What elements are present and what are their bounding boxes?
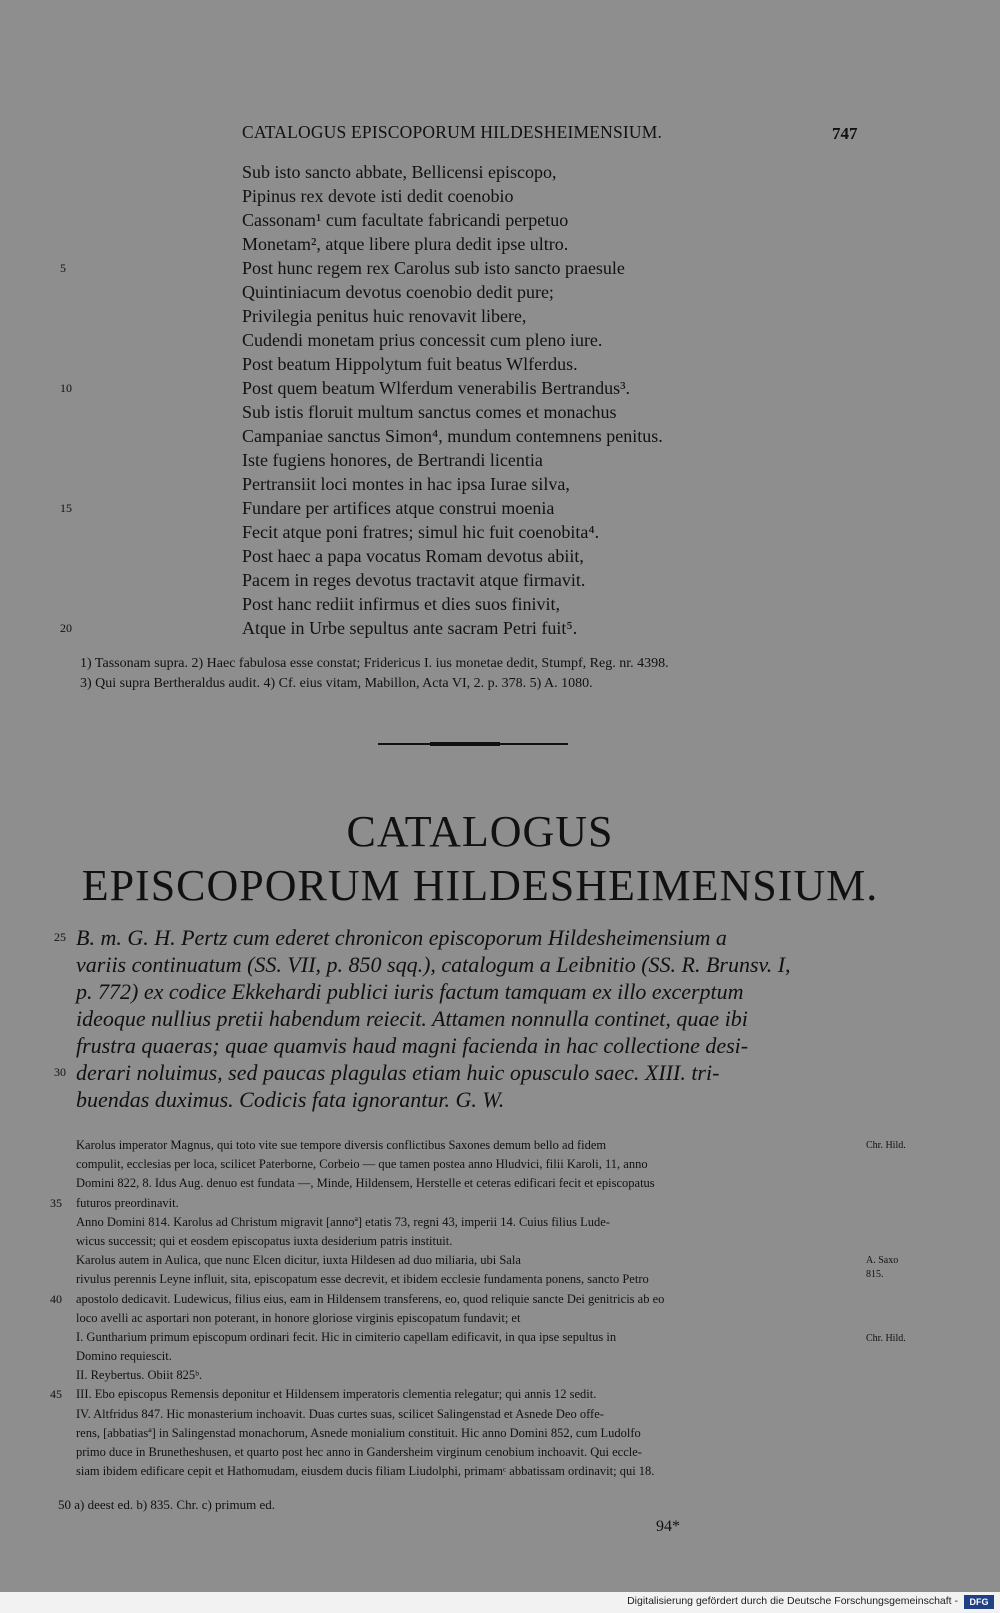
body-text: siam ibidem edificare cepit et Hathomudam, eiusdem ducis filiam Liudolphi, primamᶜ abbatissam ordinavit; qui 18. [76,1464,655,1479]
body-text: wicus successit; qui et eosdem episcopatus iuxta desiderium patris instituit. [76,1233,453,1248]
body-line [76,1347,860,1366]
footnote-line-1: 1) Tassonam supra. 2) Haec fabulosa esse constat; Fridericus I. ius monetae dedit, Stumpf, Reg. nr. 4398. [80,656,669,671]
body-line [50,1290,860,1309]
body-text: IV. Altfridus 847. Hic monasterium inchoavit. Duas curtes suas, scilicet Salingenstad et Asnede Deo offe- [76,1406,604,1421]
intro-text: variis continuatum (SS. VII, p. 850 sqq.), catalogum a Leibnitio (SS. R. Brunsv. I, [76,952,791,977]
verse-line [242,328,862,352]
verse-text: Post haec a papa vocatus Romam devotus abiit, [242,546,584,566]
body-line [76,1309,860,1328]
intro-line [76,978,860,1005]
body-line [76,1424,860,1443]
line-number: 35 [50,1195,62,1210]
body-line [76,1443,860,1462]
verse-line [60,256,862,280]
verse-text: Post beatum Hippolytum fuit beatus Wlferdus. [242,354,578,374]
body-line [76,1366,860,1385]
verse-text: Pacem in reges devotus tractavit atque firmavit. [242,570,586,590]
textual-notes: 50 a) deest ed. b) 835. Chr. c) primum ed. [58,1497,275,1512]
section-divider-ornament [430,742,500,746]
body-text: Karolus autem in Aulica, que nunc Elcen dicitur, iuxta Hildesen ad duo miliaria, ubi Sala [76,1253,521,1268]
verse-line [60,616,862,640]
verse-line [242,184,862,208]
body-text: Karolus imperator Magnus, qui toto vite sue tempore diversis conflictibus Saxones demum bello ad fidem [76,1138,607,1152]
verse-block [60,160,862,640]
verse-text: Cassonam¹ cum facultate fabricandi perpetuo [242,210,569,230]
line-number: 25 [54,930,66,944]
footer-text: Digitalisierung gefördert durch die Deutsche Forschungsgemeinschaft - [627,1595,958,1607]
body-text: Anno Domini 814. Karolus ad Christum migravit [annoª] etatis 73, regni 43, imperii 14. Cuius filius Lude- [76,1214,610,1229]
body-line [76,1232,860,1251]
line-number: 40 [50,1291,62,1306]
body-line [76,1462,860,1481]
section-title-line-1: CATALOGUS [346,807,614,856]
line-number: 15 [60,501,72,515]
verse-line [242,232,862,256]
verse-text: Iste fugiens honores, de Bertrandi licentia [242,450,543,470]
intro-line [54,924,860,951]
verse-text: Pipinus rex devote isti dedit coenobio [242,186,514,206]
line-number: 5 [60,261,66,275]
verse-line [242,448,862,472]
section-title-line-2: EPISCOPORUM HILDESHEIMENSIUM. [81,861,879,910]
verse-line [242,400,862,424]
editorial-introduction [54,924,860,1113]
verse-text: Monetam², atque libere plura dedit ipse ultro. [242,234,569,254]
body-line [76,1213,860,1232]
verse-text: Cudendi monetam prius concessit cum pleno iure. [242,330,603,350]
intro-text: B. m. G. H. Pertz cum ederet chronicon episcoporum Hildesheimensium a [76,925,727,950]
body-line [50,1194,860,1213]
verse-text: Sub istis floruit multum sanctus comes et monachus [242,402,617,422]
catalogue-text [50,1136,860,1481]
digitization-footer [0,1592,1000,1613]
body-text: apostolo dedicavit. Ludewicus, filius eius, eam in Hildensem transferens, eo, quod reliquie sancte Dei genitricis ab eo [76,1291,665,1306]
verse-text: Privilegia penitus huic renovavit libere, [242,306,527,326]
intro-line [76,1086,860,1113]
body-line [50,1385,860,1404]
body-line [76,1136,860,1155]
verse-text: Post hunc regem rex Carolus sub isto sancto praesule [242,258,625,278]
dfg-logo-icon: DFG [964,1595,994,1609]
body-text: rivulus perennis Leyne influit, sita, episcopatum esse decrevit, et ibidem ecclesie fundamenta ponens, sancto Petro [76,1272,649,1287]
intro-line [76,1005,860,1032]
intro-text: p. 772) ex codice Ekkehardi publici iuris factum tamquam ex illo excerptum [76,979,744,1004]
verse-line [242,472,862,496]
verse-line [242,304,862,328]
body-line [76,1174,860,1193]
verse-text: Fundare per artifices atque construi moenia [242,498,555,518]
verse-line [60,496,862,520]
intro-text: frustra quaeras; quae quamvis haud magni facienda in hac collectione desi- [76,1033,749,1058]
verse-line [242,520,862,544]
margin-note-source: A. Saxo [866,1255,899,1266]
line-number: 20 [60,621,72,635]
body-line [76,1251,860,1270]
body-text: compulit, ecclesias per loca, scilicet Paterborne, Corbeio — que tamen postea anno Hludvici, filii Karoli, 11, anno [76,1157,648,1172]
line-number: 45 [50,1387,62,1402]
verse-line [242,592,862,616]
verse-text: Fecit atque poni fratres; simul hic fuit coenobita⁴. [242,522,600,542]
intro-text: ideoque nullius pretii habendum reiecit. Attamen nonnulla continet, quae ibi [76,1006,748,1031]
verse-text: Campaniae sanctus Simon⁴, mundum contemnens penitus. [242,426,663,446]
running-title: CATALOGUS EPISCOPORUM HILDESHEIMENSIUM. [242,122,663,142]
body-line [76,1405,860,1424]
body-line [76,1270,860,1289]
verse-text: Post hanc rediit infirmus et dies suos finivit, [242,594,560,614]
verse-text: Atque in Urbe sepultus ante sacram Petri fuit⁵. [242,618,578,638]
page-number: 747 [832,124,858,143]
body-text: rens, [abbatiasª] in Salingenstad monachorum, Asnede monialium constituit. Hic anno Domini 852, cum Ludolfo [76,1425,641,1440]
footnote-line-2: 3) Qui supra Bertheraldus audit. 4) Cf. eius vitam, Mabillon, Acta VI, 2. p. 378. 5) A. 1080. [80,676,593,691]
verse-line [242,160,862,184]
body-text: primo duce in Brunetheshusen, et quarto post hec anno in Gandersheim virginum cenobium inchoavit. Qui eccle- [76,1445,642,1459]
intro-line [76,951,860,978]
line-number: 30 [54,1065,66,1079]
body-text: futuros preordinavit. [76,1195,179,1210]
intro-line [76,1032,860,1059]
verse-line [60,376,862,400]
body-text: Domini 822, 8. Idus Aug. denuo est fundata —, Minde, Hildensem, Herstelle et ceteras edificari fecit et episcopatus [76,1176,655,1191]
verse-text: Quintiniacum devotus coenobio dedit pure; [242,282,554,302]
folio-number: 94* [656,1518,680,1535]
margin-note-source: Chr. Hild. [866,1140,906,1151]
verse-line [242,280,862,304]
body-text: II. Reybertus. Obiit 825ᵇ. [76,1368,203,1383]
verse-line [242,568,862,592]
verse-line [242,424,862,448]
body-text: I. Guntharium primum episcopum ordinari fecit. Hic in cimiterio capellam edificavit, in qua ipse sepultus in [76,1329,617,1344]
body-line [76,1155,860,1174]
intro-text: derari noluimus, sed paucas plagulas etiam huic opusculo saec. XIII. tri- [76,1060,720,1085]
body-text: loco avelli ac asportari non poterant, in honore gloriose virginis episcopatum fundavit; et [76,1310,521,1325]
verse-text: Sub isto sancto abbate, Bellicensi episcopo, [242,162,557,182]
verse-line [242,544,862,568]
margin-note-source: Chr. Hild. [866,1333,906,1344]
body-text: III. Ebo episcopus Remensis deponitur et Hildensem imperatoris clementia relegatur; qui annis 12 sedit. [76,1387,597,1402]
body-line [76,1328,860,1347]
verse-text: Pertransiit loci montes in hac ipsa Iurae silva, [242,474,570,494]
margin-note-year: 815. [866,1269,884,1280]
line-number: 10 [60,381,72,395]
verse-text: Post quem beatum Wlferdum venerabilis Bertrandus³. [242,378,630,398]
intro-line [54,1059,860,1086]
verse-line [242,208,862,232]
verse-line [242,352,862,376]
intro-text: buendas duximus. Codicis fata ignorantur. G. W. [76,1087,505,1112]
body-text: Domino requiescit. [76,1349,172,1364]
